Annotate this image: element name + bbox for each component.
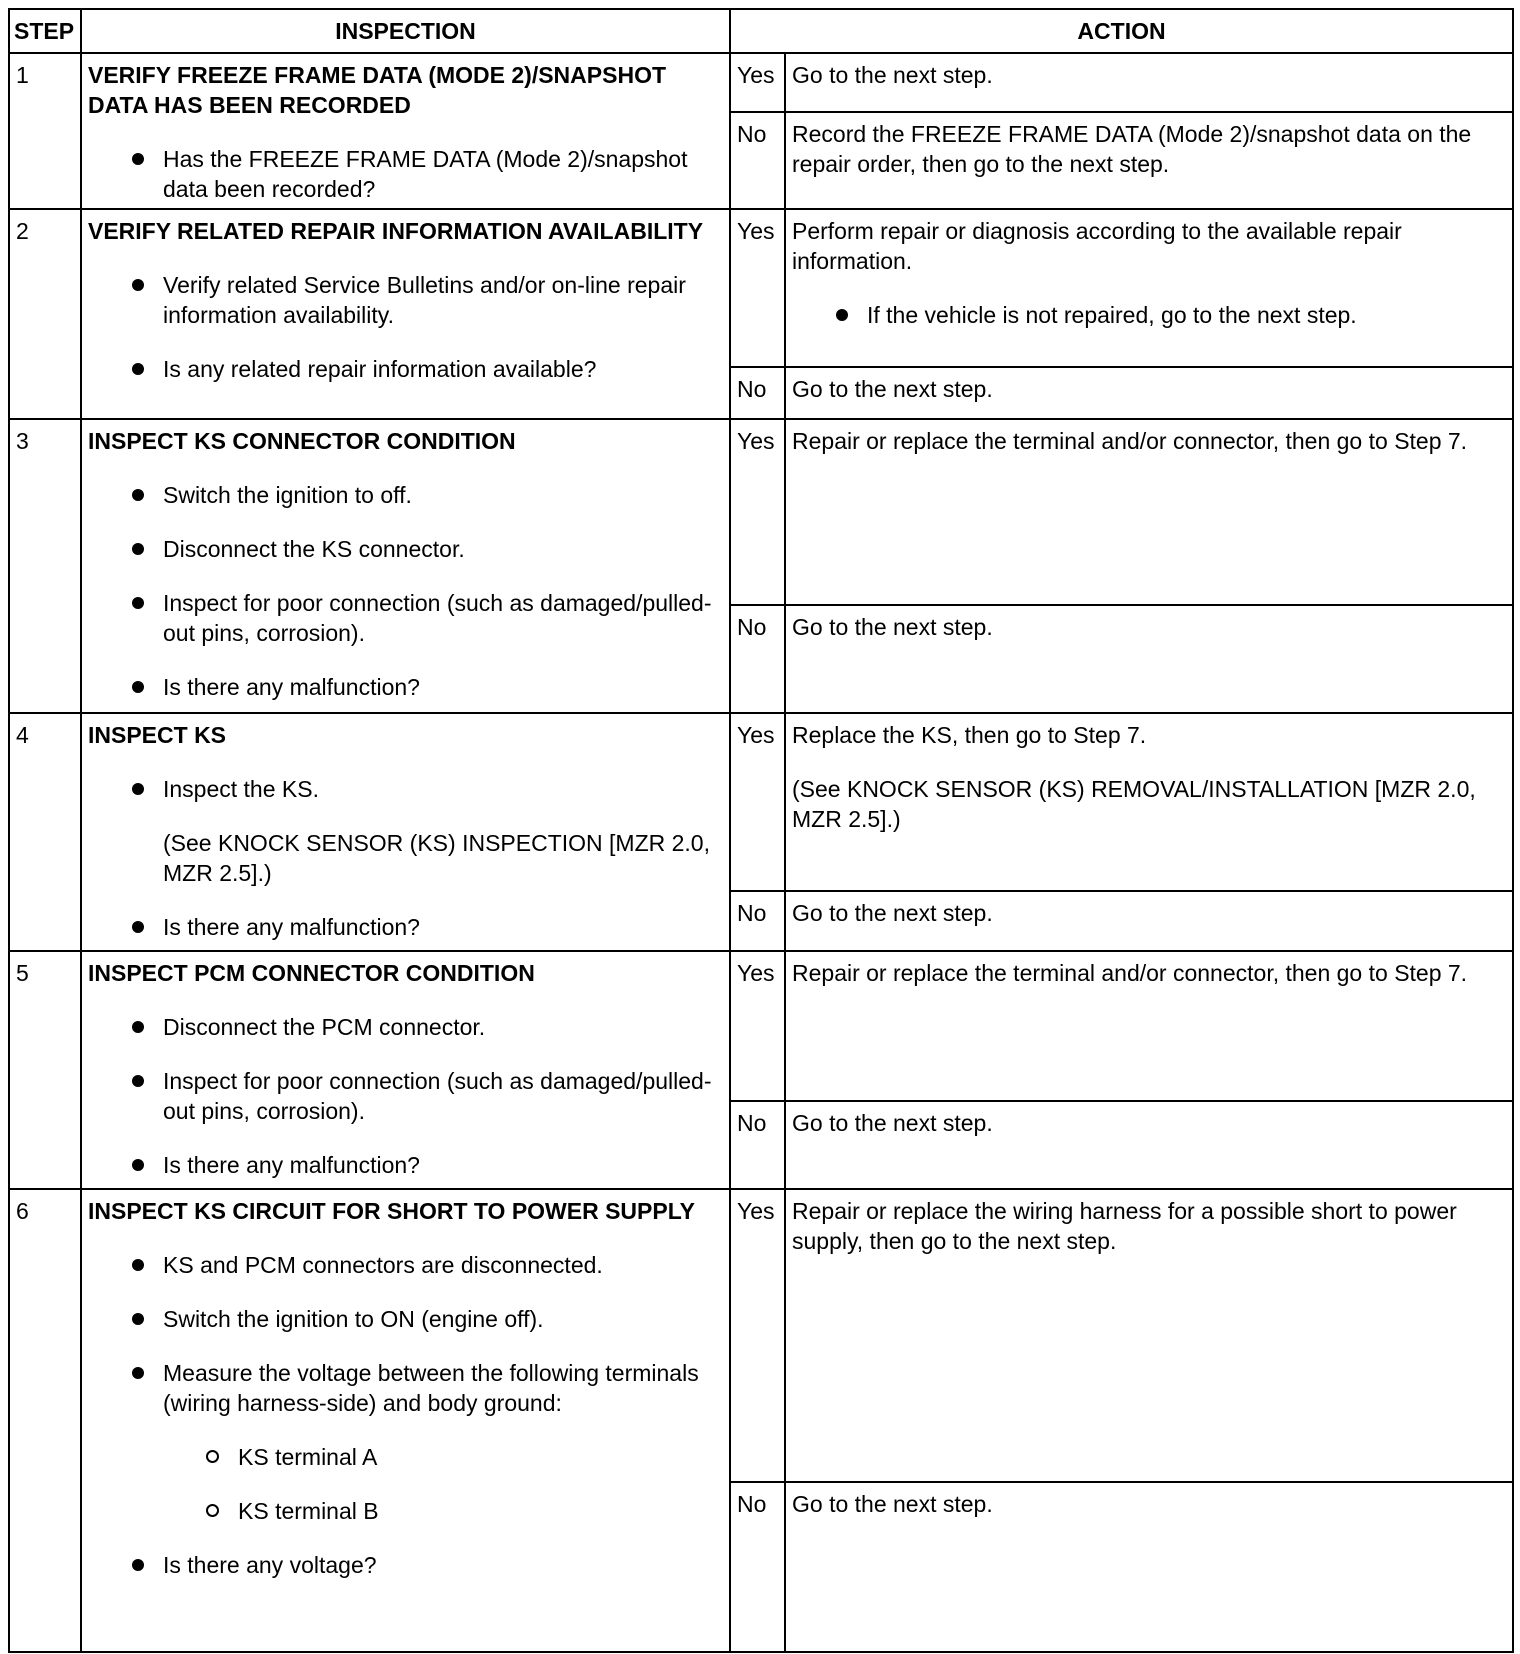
inspection-item: Inspect for poor connection (such as damaged/pulled-out pins, corrosion). bbox=[88, 588, 723, 648]
inspection-item: Verify related Service Bulletins and/or on-line repair information availability. bbox=[88, 270, 723, 330]
inspection-item: Switch the ignition to off. bbox=[88, 480, 723, 510]
yes-action bbox=[785, 1189, 1513, 1482]
inspection-item: Inspect the KS. bbox=[88, 774, 723, 804]
inspection-list bbox=[88, 270, 723, 384]
inspection-item: Disconnect the PCM connector. bbox=[88, 1012, 723, 1042]
inspection-item: Is there any malfunction? bbox=[88, 672, 723, 702]
yes-action bbox=[785, 951, 1513, 1101]
step-title: VERIFY RELATED REPAIR INFORMATION AVAILABILITY bbox=[88, 218, 704, 244]
no-label: No bbox=[730, 367, 785, 419]
action-text: Go to the next step. bbox=[792, 376, 993, 402]
inspection-note: (See KNOCK SENSOR (KS) INSPECTION [MZR 2.0, MZR 2.5].) bbox=[163, 830, 710, 886]
no-label: No bbox=[730, 1482, 785, 1652]
step-column-header: STEP bbox=[9, 9, 81, 53]
step-2-yes-row bbox=[9, 209, 1513, 367]
yes-label: Yes bbox=[730, 419, 785, 605]
step-4-yes-row bbox=[9, 713, 1513, 891]
inspection-item: Is there any malfunction? bbox=[88, 1150, 723, 1180]
terminal-item: KS terminal B bbox=[88, 1496, 723, 1526]
step-2-inspection bbox=[81, 209, 730, 419]
inspection-list bbox=[88, 1550, 723, 1580]
action-text: Go to the next step. bbox=[792, 1110, 993, 1136]
yes-label: Yes bbox=[730, 951, 785, 1101]
inspection-list bbox=[88, 480, 723, 702]
inspection-item: Switch the ignition to ON (engine off). bbox=[88, 1304, 723, 1334]
action-text: Go to the next step. bbox=[792, 900, 993, 926]
step-title: INSPECT KS bbox=[88, 722, 227, 748]
step-title: INSPECT KS CIRCUIT FOR SHORT TO POWER SUPPLY bbox=[88, 1198, 696, 1224]
yes-action bbox=[785, 53, 1513, 112]
terminal-list bbox=[88, 1442, 723, 1526]
step-3-inspection bbox=[81, 419, 730, 713]
yes-action bbox=[785, 713, 1513, 891]
inspection-column-header: INSPECTION bbox=[81, 9, 730, 53]
step-5-inspection bbox=[81, 951, 730, 1189]
no-label: No bbox=[730, 605, 785, 713]
yes-label: Yes bbox=[730, 209, 785, 367]
inspection-list bbox=[88, 1250, 723, 1418]
inspection-item: Measure the voltage between the following terminals (wiring harness-side) and body ground: bbox=[88, 1358, 723, 1418]
action-text: Repair or replace the wiring harness for a possible short to power supply, then go to the next step. bbox=[792, 1198, 1457, 1254]
no-action bbox=[785, 112, 1513, 209]
step-number: 4 bbox=[9, 713, 81, 951]
inspection-item: Is any related repair information available? bbox=[88, 354, 723, 384]
inspection-item: Has the FREEZE FRAME DATA (Mode 2)/snapshot data been recorded? bbox=[88, 144, 723, 204]
yes-action bbox=[785, 419, 1513, 605]
no-action bbox=[785, 891, 1513, 951]
step-6-yes-row bbox=[9, 1189, 1513, 1482]
step-number: 3 bbox=[9, 419, 81, 713]
step-title: VERIFY FREEZE FRAME DATA (MODE 2)/SNAPSHOT DATA HAS BEEN RECORDED bbox=[88, 62, 667, 118]
action-text: Perform repair or diagnosis according to the available repair information. bbox=[792, 218, 1402, 274]
step-5-yes-row bbox=[9, 951, 1513, 1101]
yes-action bbox=[785, 209, 1513, 367]
step-number: 6 bbox=[9, 1189, 81, 1652]
step-1-yes-row bbox=[9, 53, 1513, 112]
step-title: INSPECT PCM CONNECTOR CONDITION bbox=[88, 960, 535, 986]
step-title: INSPECT KS CONNECTOR CONDITION bbox=[88, 428, 516, 454]
terminal-item: KS terminal A bbox=[88, 1442, 723, 1472]
no-action bbox=[785, 1101, 1513, 1189]
no-action bbox=[785, 367, 1513, 419]
yes-label: Yes bbox=[730, 53, 785, 112]
action-text: Record the FREEZE FRAME DATA (Mode 2)/snapshot data on the repair order, then go to the next step. bbox=[792, 121, 1472, 177]
step-1-inspection bbox=[81, 53, 730, 209]
action-text: Go to the next step. bbox=[792, 1491, 993, 1517]
action-column-header: ACTION bbox=[730, 9, 1513, 53]
yes-label: Yes bbox=[730, 713, 785, 891]
no-label: No bbox=[730, 891, 785, 951]
step-number: 2 bbox=[9, 209, 81, 419]
inspection-list bbox=[88, 144, 723, 204]
no-label: No bbox=[730, 112, 785, 209]
step-number: 5 bbox=[9, 951, 81, 1189]
action-text: Replace the KS, then go to Step 7. bbox=[792, 722, 1147, 748]
yes-label: Yes bbox=[730, 1189, 785, 1482]
inspection-item: Inspect for poor connection (such as damaged/pulled-out pins, corrosion). bbox=[88, 1066, 723, 1126]
inspection-list bbox=[88, 912, 723, 942]
no-action bbox=[785, 1482, 1513, 1652]
no-label: No bbox=[730, 1101, 785, 1189]
inspection-item: Is there any voltage? bbox=[88, 1550, 723, 1580]
step-number: 1 bbox=[9, 53, 81, 209]
action-text: Repair or replace the terminal and/or connector, then go to Step 7. bbox=[792, 428, 1468, 454]
step-4-inspection bbox=[81, 713, 730, 951]
inspection-list bbox=[88, 774, 723, 804]
inspection-list bbox=[88, 1012, 723, 1180]
step-3-yes-row bbox=[9, 419, 1513, 605]
no-action bbox=[785, 605, 1513, 713]
action-bullet: If the vehicle is not repaired, go to the next step. bbox=[792, 300, 1506, 330]
action-text: Repair or replace the terminal and/or connector, then go to Step 7. bbox=[792, 960, 1468, 986]
inspection-item: Disconnect the KS connector. bbox=[88, 534, 723, 564]
inspection-item: KS and PCM connectors are disconnected. bbox=[88, 1250, 723, 1280]
step-6-inspection bbox=[81, 1189, 730, 1652]
action-text: Go to the next step. bbox=[792, 614, 993, 640]
header-row bbox=[9, 9, 1513, 53]
action-text: Go to the next step. bbox=[792, 62, 993, 88]
action-note: (See KNOCK SENSOR (KS) REMOVAL/INSTALLATION [MZR 2.0, MZR 2.5].) bbox=[792, 776, 1476, 832]
inspection-item: Is there any malfunction? bbox=[88, 912, 723, 942]
diagnostic-table bbox=[8, 8, 1514, 1653]
